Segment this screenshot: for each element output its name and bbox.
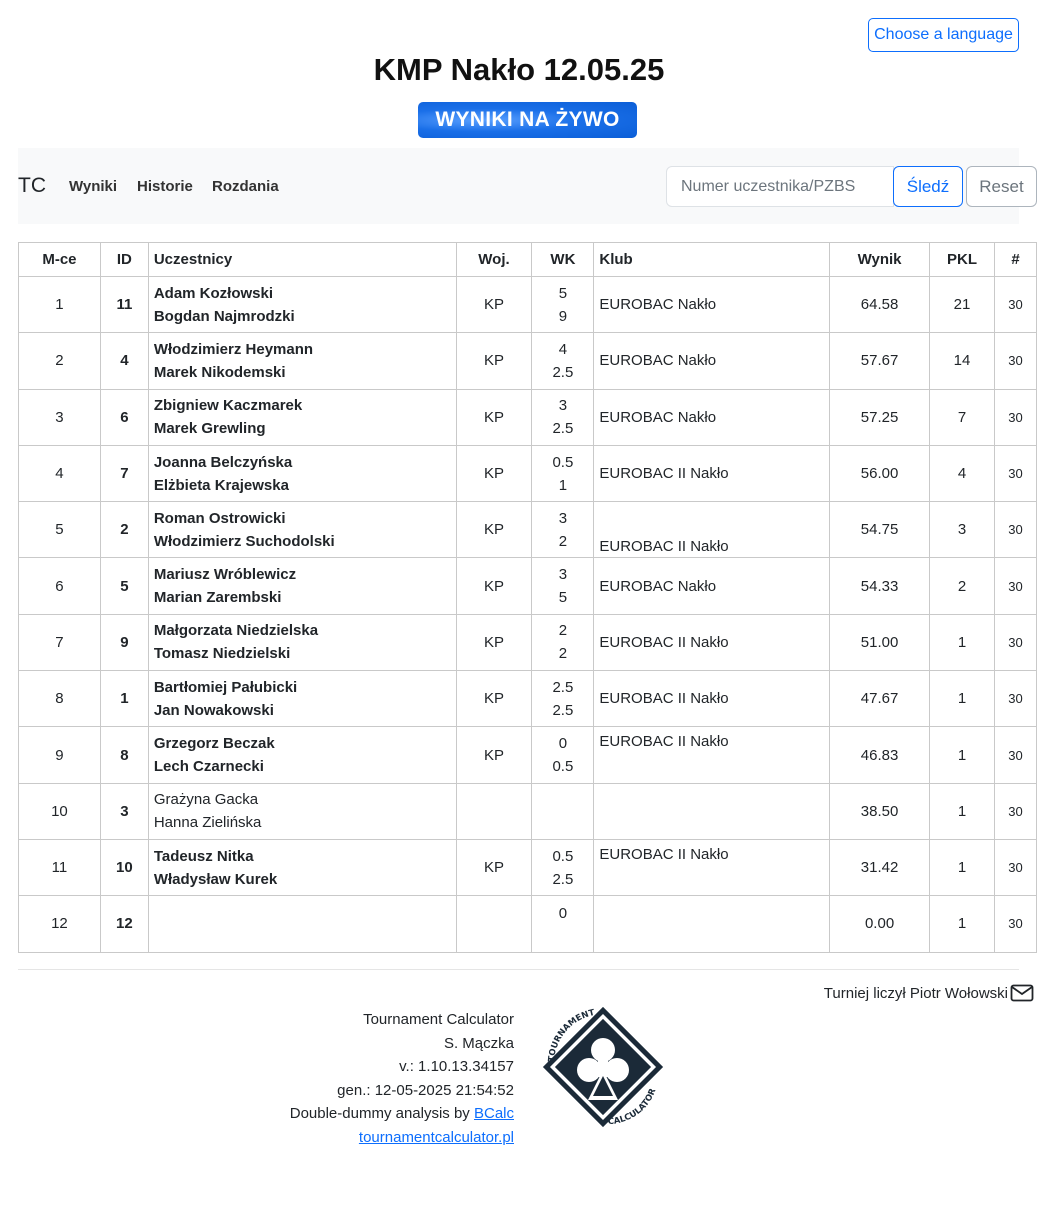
cell-place: 3 xyxy=(19,389,101,445)
cell-pkl: 1 xyxy=(930,896,995,952)
table-row[interactable] xyxy=(19,333,1037,389)
cell-region: KP xyxy=(456,839,532,895)
nav-link-historie[interactable]: Historie xyxy=(137,178,193,195)
cell-pkl: 3 xyxy=(930,502,995,558)
cell-id: 5 xyxy=(100,558,148,614)
cell-participants xyxy=(148,558,456,614)
cell-region: KP xyxy=(456,389,532,445)
cell-participants xyxy=(148,671,456,727)
cell-participants xyxy=(148,389,456,445)
dd-analysis-text: Double-dummy analysis by xyxy=(289,1105,474,1122)
cell-pkl: 1 xyxy=(930,671,995,727)
participant-name[interactable]: Małgorzata Niedzielska xyxy=(153,622,319,640)
cell-place: 12 xyxy=(19,896,101,952)
participant-name[interactable]: Bogdan Najmrodzki xyxy=(153,307,295,325)
wk-value: 0 xyxy=(558,905,568,923)
participant-name: Grażyna Gacka xyxy=(153,791,259,809)
cell-pkl: 1 xyxy=(930,783,995,839)
cell-result: 56.00 xyxy=(830,445,930,501)
cell-place: 2 xyxy=(19,333,101,389)
cell-hash: 30 xyxy=(994,783,1036,839)
cell-hash: 30 xyxy=(994,333,1036,389)
wk-value: 3 xyxy=(558,566,568,584)
logo-text-bottom: CALCULATOR xyxy=(607,1087,659,1128)
table-row[interactable] xyxy=(19,558,1037,614)
cell-club: EUROBAC Nakło xyxy=(594,389,830,445)
cell-hash: 30 xyxy=(994,558,1036,614)
cell-result: 54.75 xyxy=(830,502,930,558)
cell-result: 57.25 xyxy=(830,389,930,445)
cell-club: EUROBAC II Nakło xyxy=(594,502,830,558)
app-author: S. Mączka xyxy=(443,1034,514,1052)
column-header-club[interactable]: Klub xyxy=(594,243,830,277)
cell-participants xyxy=(148,502,456,558)
cell-result: 54.33 xyxy=(830,558,930,614)
cell-pkl: 21 xyxy=(930,277,995,333)
participant-name[interactable]: Lech Czarnecki xyxy=(153,758,264,776)
cell-pkl: 1 xyxy=(930,727,995,783)
wk-value: 0.5 xyxy=(552,453,574,471)
cell-result: 46.83 xyxy=(830,727,930,783)
cell-pkl: 2 xyxy=(930,558,995,614)
cell-club: EUROBAC Nakło xyxy=(594,277,830,333)
cell-place: 8 xyxy=(19,671,101,727)
cell-hash: 30 xyxy=(994,502,1036,558)
table-row[interactable] xyxy=(19,614,1037,670)
cell-wk xyxy=(532,333,594,389)
footer-info xyxy=(230,1008,514,1149)
cell-participants xyxy=(148,896,456,952)
cell-place: 6 xyxy=(19,558,101,614)
cell-participants xyxy=(148,727,456,783)
follow-button[interactable]: Śledź xyxy=(893,166,963,207)
participant-name[interactable]: Marek Grewling xyxy=(153,420,266,438)
cell-hash: 30 xyxy=(994,614,1036,670)
cell-id: 11 xyxy=(100,277,148,333)
column-header-place[interactable]: M-ce xyxy=(19,243,101,277)
cell-id: 7 xyxy=(100,445,148,501)
cell-wk xyxy=(532,445,594,501)
participant-name[interactable]: Bartłomiej Pałubicki xyxy=(153,678,298,696)
column-header-hash[interactable]: # xyxy=(994,243,1036,277)
cell-id: 8 xyxy=(100,727,148,783)
cell-region: KP xyxy=(456,502,532,558)
cell-id: 2 xyxy=(100,502,148,558)
table-row[interactable] xyxy=(19,727,1037,783)
table-row[interactable] xyxy=(19,502,1037,558)
bcalc-link[interactable]: BCalc xyxy=(473,1105,514,1122)
wk-value: 0.5 xyxy=(552,758,574,776)
participant-name[interactable]: Włodzimierz Heymann xyxy=(153,340,314,358)
table-row[interactable] xyxy=(19,445,1037,501)
cell-region: KP xyxy=(456,614,532,670)
cell-club xyxy=(594,896,830,952)
cell-club xyxy=(594,783,830,839)
cell-hash: 30 xyxy=(994,727,1036,783)
navbar-brand[interactable]: TC xyxy=(18,174,46,197)
cell-pkl: 1 xyxy=(930,839,995,895)
column-header-participants[interactable]: Uczestnicy xyxy=(148,243,456,277)
cell-wk xyxy=(532,783,594,839)
cell-hash: 30 xyxy=(994,277,1036,333)
cell-wk xyxy=(532,558,594,614)
cell-club: EUROBAC II Nakło xyxy=(594,671,830,727)
cell-participants xyxy=(148,277,456,333)
table-row[interactable] xyxy=(19,671,1037,727)
cell-club: EUROBAC II Nakło xyxy=(594,839,830,895)
column-header-pkl[interactable]: PKL xyxy=(930,243,995,277)
cell-participants xyxy=(148,614,456,670)
nav-link-rozdania[interactable]: Rozdania xyxy=(212,178,279,195)
footer-divider xyxy=(18,969,1019,970)
table-row[interactable] xyxy=(19,783,1037,839)
participant-name[interactable]: Elżbieta Krajewska xyxy=(153,476,289,494)
generated-time: gen.: 12-05-2025 21:54:52 xyxy=(337,1081,514,1099)
cell-result: 64.58 xyxy=(830,277,930,333)
dd-analysis xyxy=(230,1102,514,1126)
cell-club: EUROBAC Nakło xyxy=(594,558,830,614)
participant-name[interactable]: Grzegorz Beczak xyxy=(153,735,275,753)
participant-name[interactable]: Mariusz Wróblewicz xyxy=(153,566,297,584)
cell-region xyxy=(456,783,532,839)
cell-wk xyxy=(532,614,594,670)
wk-value: 9 xyxy=(558,307,568,325)
participant-name[interactable]: Marek Nikodemski xyxy=(153,363,286,381)
wk-value: 5 xyxy=(558,284,568,302)
participant-name[interactable]: Tomasz Niedzielski xyxy=(153,645,291,663)
cell-result: 31.42 xyxy=(830,839,930,895)
cell-result: 47.67 xyxy=(830,671,930,727)
wk-value: 2 xyxy=(558,645,568,663)
cell-pkl: 7 xyxy=(930,389,995,445)
participant-name[interactable]: Joanna Belczyńska xyxy=(153,453,293,471)
participant-name[interactable]: Adam Kozłowski xyxy=(153,284,274,302)
cell-participants xyxy=(148,783,456,839)
cell-id: 12 xyxy=(100,896,148,952)
participant-name[interactable]: Zbigniew Kaczmarek xyxy=(153,397,303,415)
cell-place: 1 xyxy=(19,277,101,333)
cell-club: EUROBAC II Nakło xyxy=(594,445,830,501)
results-table xyxy=(18,242,1037,953)
cell-region: KP xyxy=(456,333,532,389)
wk-value: 2 xyxy=(558,532,568,550)
wk-value: 2.5 xyxy=(552,870,574,888)
cell-place: 7 xyxy=(19,614,101,670)
app-version: v.: 1.10.13.34157 xyxy=(399,1058,514,1075)
reset-button[interactable]: Reset xyxy=(966,166,1037,207)
cell-id: 3 xyxy=(100,783,148,839)
cell-pkl: 14 xyxy=(930,333,995,389)
cell-participants xyxy=(148,445,456,501)
cell-wk xyxy=(532,839,594,895)
column-header-region[interactable]: Woj. xyxy=(456,243,532,277)
cell-participants xyxy=(148,839,456,895)
cell-region: KP xyxy=(456,445,532,501)
logo-text-top: TOURNAMENT xyxy=(546,1007,596,1063)
participant-name[interactable]: Roman Ostrowicki xyxy=(153,509,286,527)
navbar xyxy=(18,148,1024,224)
wk-value: 2.5 xyxy=(552,420,574,438)
choose-language-button[interactable]: Choose a language xyxy=(868,18,1019,52)
cell-wk xyxy=(532,727,594,783)
envelope-icon[interactable] xyxy=(1010,984,1034,1002)
wk-value: 3 xyxy=(558,509,568,527)
wk-value: 2.5 xyxy=(552,363,574,381)
cell-club: EUROBAC II Nakło xyxy=(594,727,830,783)
cell-place: 4 xyxy=(19,445,101,501)
counted-by-text: Turniej liczył Piotr Wołowski xyxy=(823,984,1008,1002)
participant-name[interactable]: Jan Nowakowski xyxy=(153,701,274,719)
app-name: Tournament Calculator xyxy=(363,1011,514,1028)
cell-pkl: 1 xyxy=(930,614,995,670)
tournament-calculator-logo[interactable] xyxy=(536,1000,670,1134)
column-header-id[interactable]: ID xyxy=(100,243,148,277)
wk-value: 3 xyxy=(558,397,568,415)
participant-name[interactable]: Władysław Kurek xyxy=(153,870,278,888)
wk-value: 5 xyxy=(558,589,568,607)
nav-link-wyniki[interactable]: Wyniki xyxy=(69,178,118,195)
table-header-row xyxy=(19,243,1037,277)
cell-region: KP xyxy=(456,277,532,333)
participant-search-input[interactable]: Numer uczestnika/PZBS xyxy=(666,166,894,207)
cell-region: KP xyxy=(456,727,532,783)
wk-value: 2.5 xyxy=(552,701,574,719)
cell-id: 4 xyxy=(100,333,148,389)
live-results-badge[interactable]: WYNIKI NA ŻYWO xyxy=(418,102,637,138)
cell-id: 1 xyxy=(100,671,148,727)
cell-wk xyxy=(532,896,594,952)
cell-region: KP xyxy=(456,558,532,614)
cell-region: KP xyxy=(456,671,532,727)
cell-id: 6 xyxy=(100,389,148,445)
column-header-wk[interactable]: WK xyxy=(532,243,594,277)
cell-hash: 30 xyxy=(994,671,1036,727)
table-row[interactable] xyxy=(19,839,1037,895)
cell-result: 51.00 xyxy=(830,614,930,670)
cell-result: 38.50 xyxy=(830,783,930,839)
cell-place: 5 xyxy=(19,502,101,558)
cell-hash: 30 xyxy=(994,389,1036,445)
cell-region xyxy=(456,896,532,952)
participant-name[interactable]: Włodzimierz Suchodolski xyxy=(153,532,335,550)
cell-result: 57.67 xyxy=(830,333,930,389)
cell-place: 9 xyxy=(19,727,101,783)
cell-place: 11 xyxy=(19,839,101,895)
cell-club: EUROBAC II Nakło xyxy=(594,614,830,670)
cell-place: 10 xyxy=(19,783,101,839)
table-row[interactable] xyxy=(19,896,1037,952)
cell-wk xyxy=(532,502,594,558)
cell-participants xyxy=(148,333,456,389)
participant-name[interactable]: Marian Zarembski xyxy=(153,589,282,607)
cell-hash: 30 xyxy=(994,445,1036,501)
cell-hash: 30 xyxy=(994,839,1036,895)
participant-name: Hanna Zielińska xyxy=(153,814,262,832)
column-header-result[interactable]: Wynik xyxy=(830,243,930,277)
participant-name[interactable]: Tadeusz Nitka xyxy=(153,847,254,865)
cell-id: 10 xyxy=(100,839,148,895)
wk-value: 2.5 xyxy=(552,678,574,696)
wk-value: 1 xyxy=(558,476,568,494)
cell-pkl: 4 xyxy=(930,445,995,501)
cell-hash: 30 xyxy=(994,896,1036,952)
wk-value: 4 xyxy=(558,340,568,358)
wk-value: 0 xyxy=(558,735,568,753)
website-link[interactable]: tournamentcalculator.pl xyxy=(358,1128,514,1146)
table-row[interactable] xyxy=(19,389,1037,445)
cell-wk xyxy=(532,277,594,333)
cell-wk xyxy=(532,389,594,445)
cell-wk xyxy=(532,671,594,727)
cell-id: 9 xyxy=(100,614,148,670)
cell-club: EUROBAC Nakło xyxy=(594,333,830,389)
wk-value: 0.5 xyxy=(552,847,574,865)
wk-value: 2 xyxy=(558,622,568,640)
page-title: KMP Nakło 12.05.25 xyxy=(373,52,665,87)
cell-result: 0.00 xyxy=(830,896,930,952)
counted-by xyxy=(824,984,1034,1002)
table-row[interactable] xyxy=(19,277,1037,333)
